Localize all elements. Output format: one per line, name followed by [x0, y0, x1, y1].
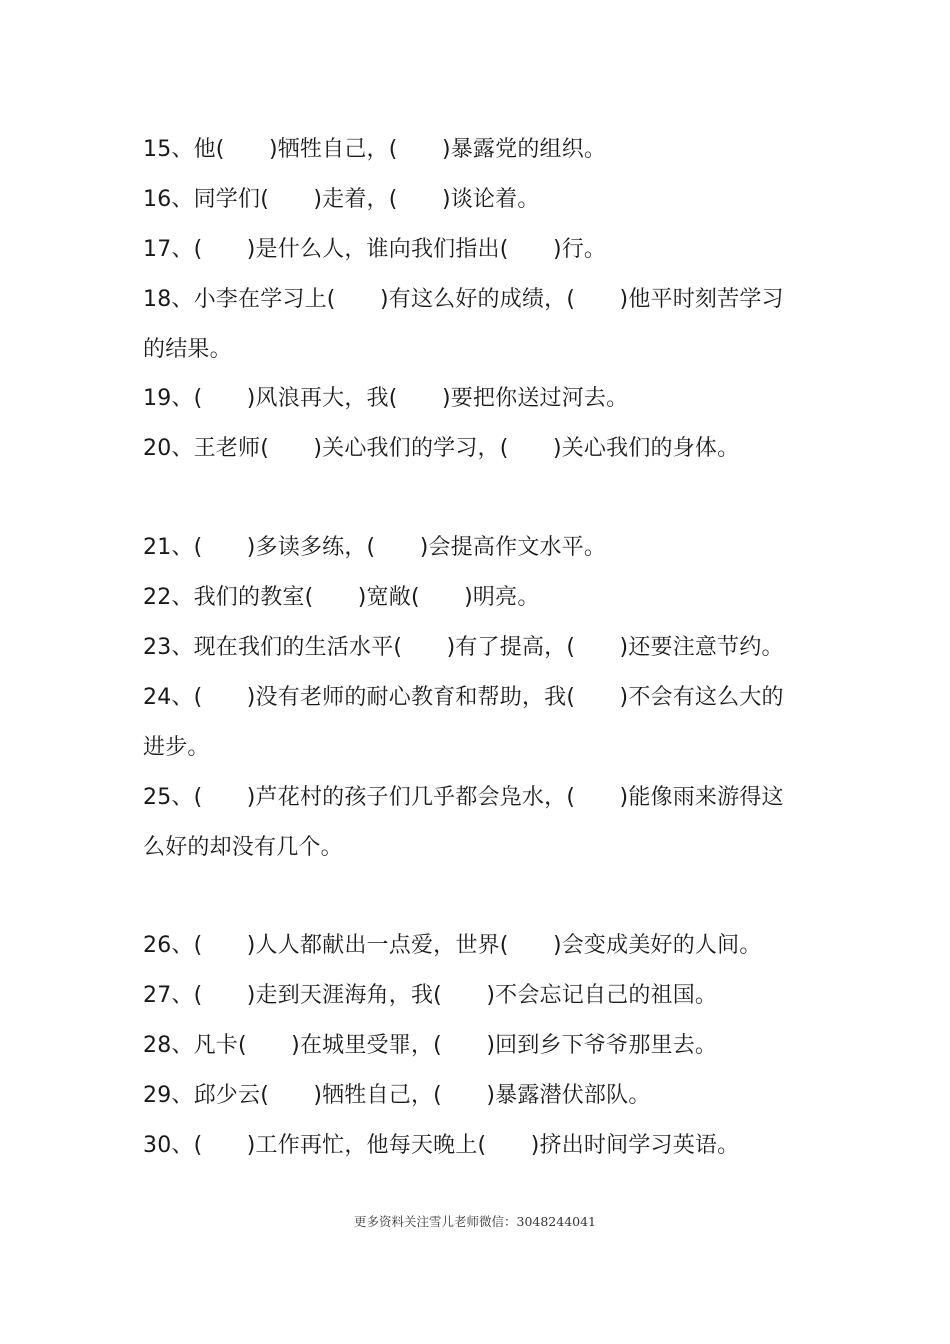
- question-23: 23、现在我们的生活水平( )有了提高，( )还要注意节约。: [143, 635, 784, 660]
- question-15: 15、他( )牺牲自己，( )暴露党的组织。: [143, 137, 607, 162]
- question-17: 17、( )是什么人，谁向我们指出( )行。: [143, 237, 607, 262]
- question-22: 22、我们的教室( )宽敞( )明亮。: [143, 585, 540, 610]
- question-26: 26、( )人人都献出一点爱，世界( )会变成美好的人间。: [143, 933, 762, 958]
- question-29: 29、邱少云( )牺牲自己，( )暴露潜伏部队。: [143, 1083, 651, 1108]
- question-18-continued: 的结果。: [143, 337, 232, 362]
- question-30: 30、( )工作再忙，他每天晚上( )挤出时间学习英语。: [143, 1133, 740, 1158]
- question-25-continued: 么好的却没有几个。: [143, 835, 343, 860]
- question-25: 25、( )芦花村的孩子们几乎都会凫水，( )能像雨来游得这: [143, 785, 784, 810]
- question-24-continued: 进步。: [143, 735, 210, 760]
- question-19: 19、( )风浪再大，我( )要把你送过河去。: [143, 386, 629, 411]
- question-20: 20、王老师( )关心我们的学习，( )关心我们的身体。: [143, 436, 740, 461]
- question-16: 16、同学们( )走着，( )谈论着。: [143, 187, 540, 212]
- question-24: 24、( )没有老师的耐心教育和帮助，我( )不会有这么大的: [143, 685, 784, 710]
- question-18: 18、小李在学习上( )有这么好的成绩，( )他平时刻苦学习: [143, 287, 784, 312]
- question-28: 28、凡卡( )在城里受罪，( )回到乡下爷爷那里去。: [143, 1033, 718, 1058]
- question-21: 21、( )多读多练，( )会提高作文水平。: [143, 535, 607, 560]
- question-27: 27、( )走到天涯海角，我( )不会忘记自己的祖国。: [143, 983, 718, 1008]
- footer-note: 更多资料关注雪儿老师微信：3048244041: [353, 1214, 597, 1229]
